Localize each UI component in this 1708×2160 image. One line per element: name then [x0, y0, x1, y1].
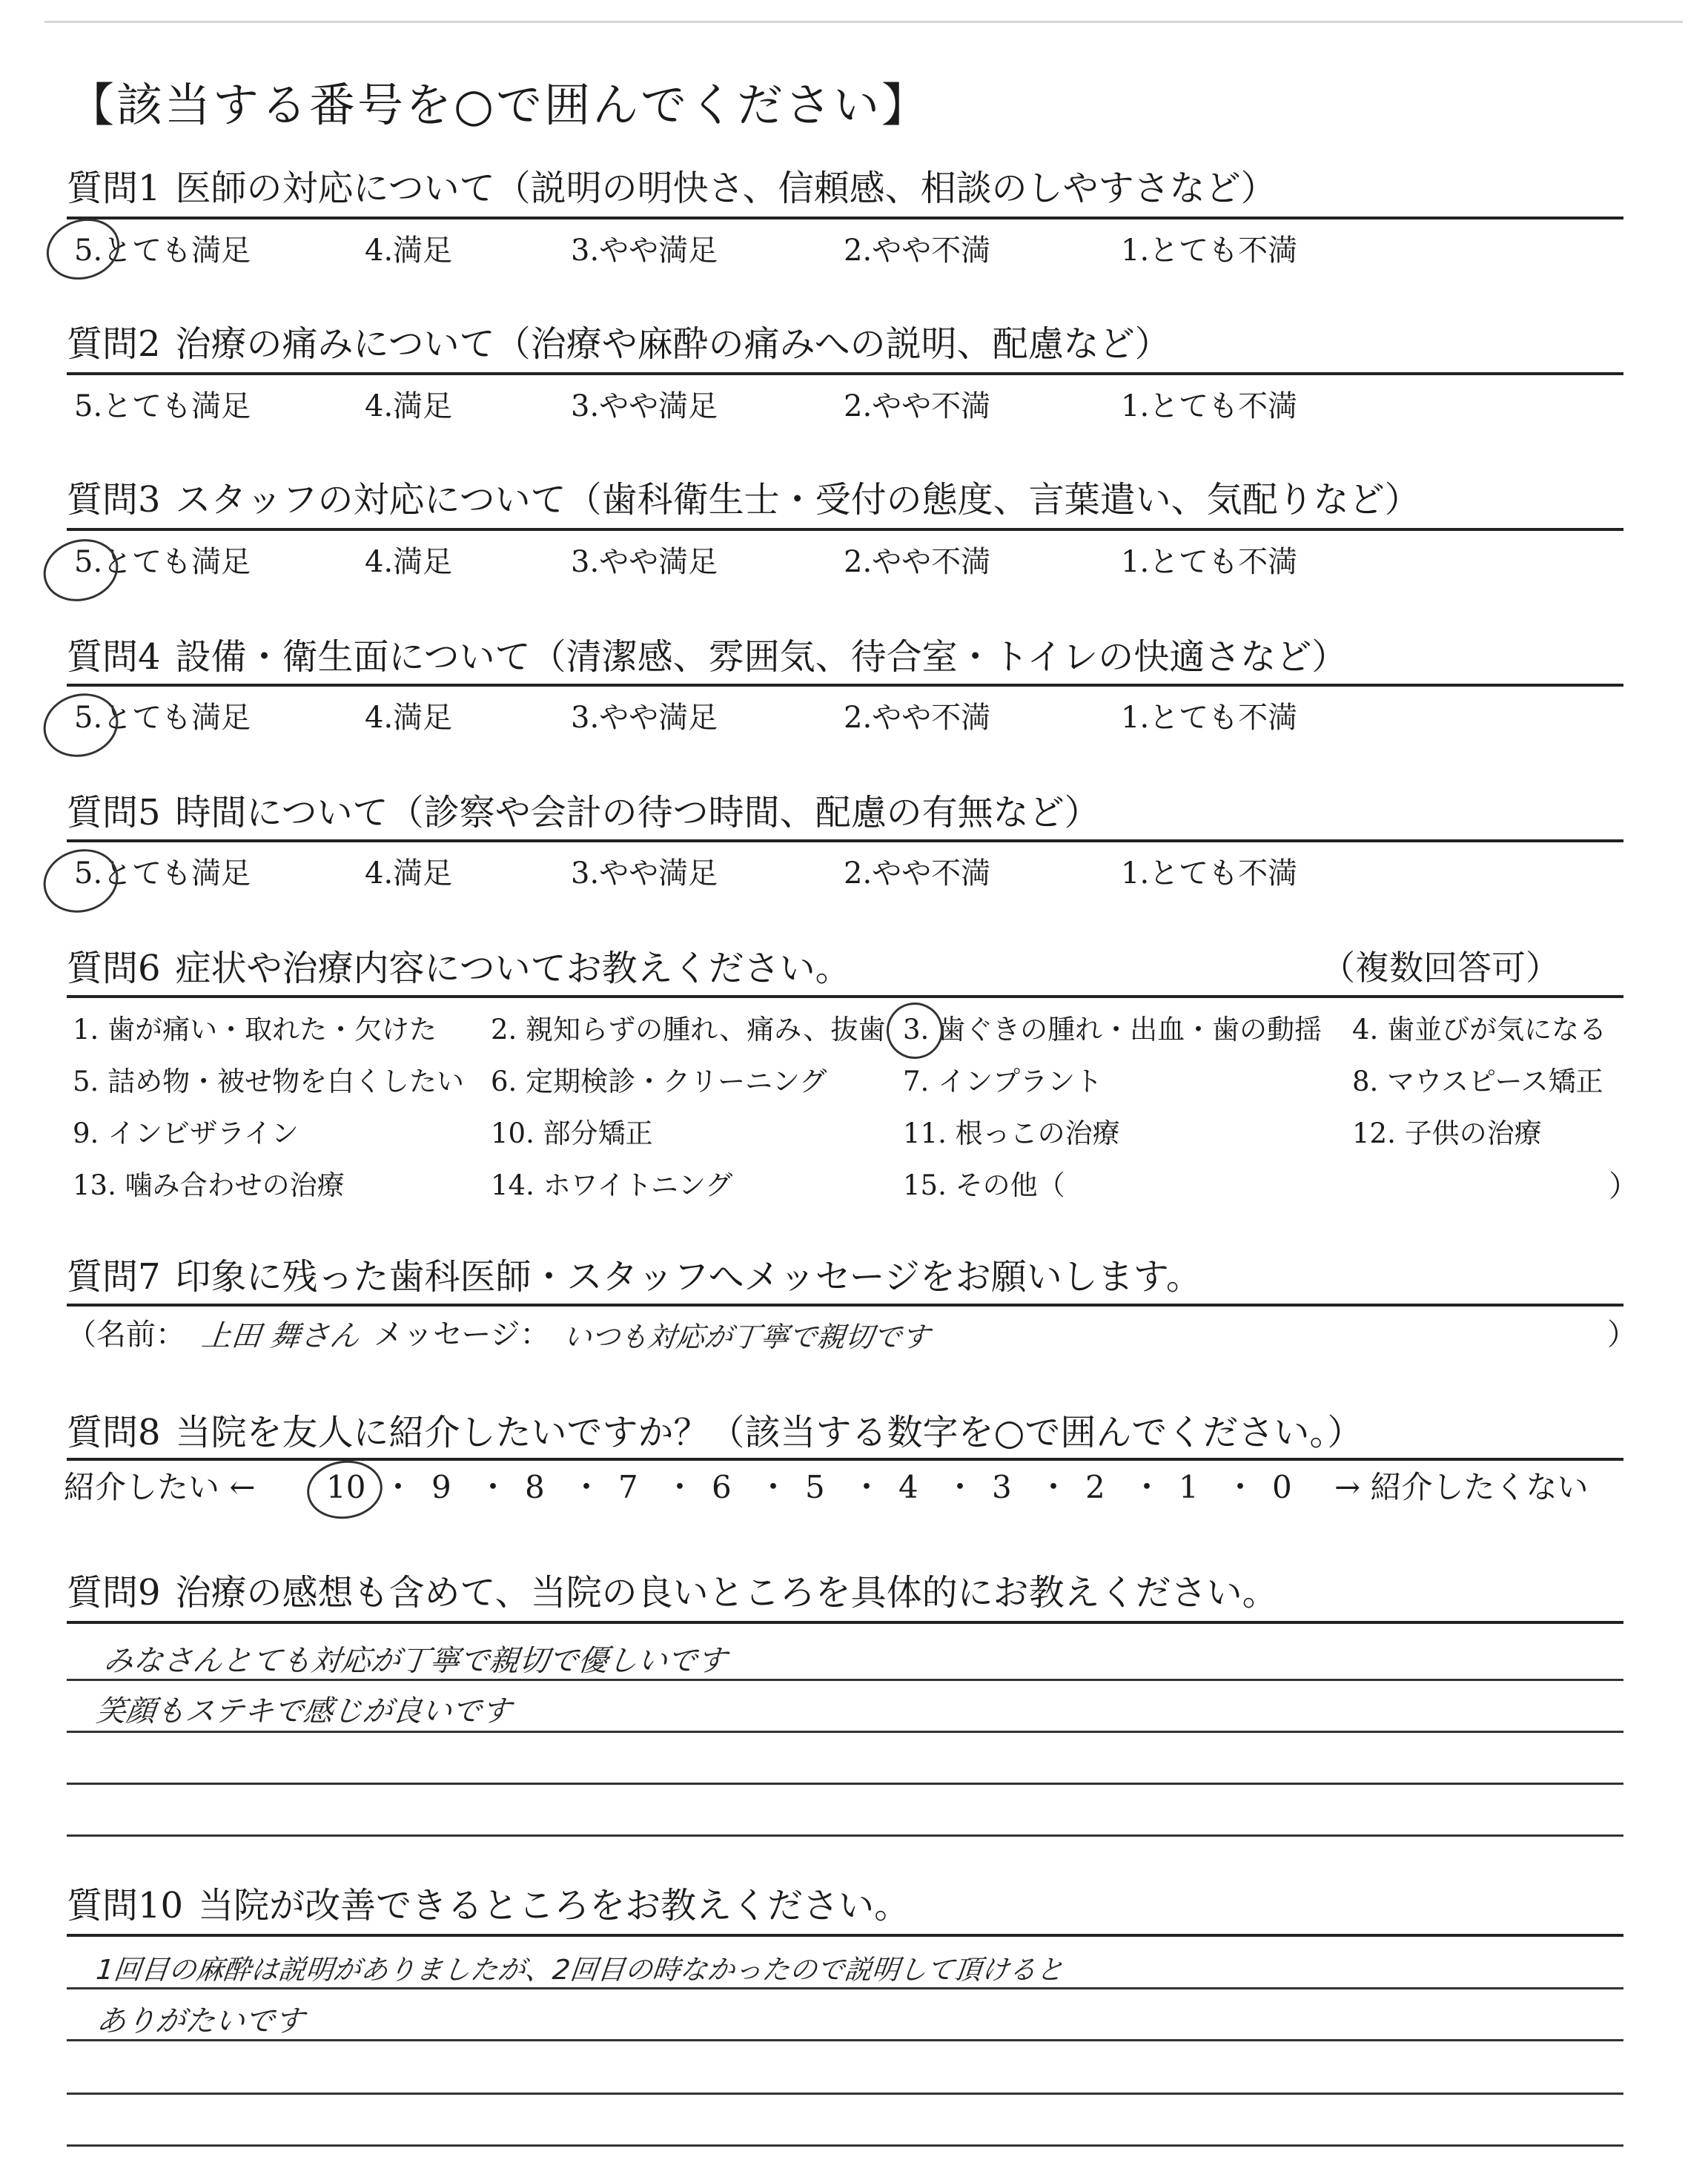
question-9-label: 質問9 — [67, 1572, 161, 1614]
q7-name-value[interactable]: 上田 舞さん — [199, 1319, 362, 1353]
question-3-text: スタッフの対応について（歯科衛生士・受付の態度、言葉遣い、気配りなど） — [175, 479, 1420, 521]
question-10-rule — [67, 1934, 1623, 1937]
question-2-text: 治療の痛みについて（治療や麻酔の痛みへの説明、配慮など） — [175, 323, 1171, 365]
question-6-note: （複数回答可） — [1321, 948, 1560, 988]
question-6-rule — [67, 995, 1623, 998]
q8-separator: ・ — [944, 1469, 976, 1505]
q8-separator: ・ — [477, 1469, 509, 1505]
question-2 — [67, 323, 1171, 365]
question-8-label: 質問8 — [67, 1412, 161, 1453]
q6-item-10[interactable]: 10. 部分矯正 — [491, 1117, 653, 1149]
q6-item-9[interactable]: 9. インビザライン — [73, 1117, 299, 1149]
q2-option-4[interactable]: 4.満足 — [365, 389, 453, 423]
question-9-text: 治療の感想も含めて、当院の良いところを具体的にお教えください。 — [175, 1572, 1278, 1614]
q8-scale-5[interactable]: 5 — [805, 1469, 825, 1505]
q8-separator: ・ — [664, 1469, 696, 1505]
q6-item-13[interactable]: 13. 噛み合わせの治療 — [73, 1169, 345, 1201]
q8-left-label: 紹介したい ← — [64, 1469, 256, 1505]
q4-selection-circle — [36, 685, 125, 766]
question-8-text: 当院を友人に紹介したいですか？（該当する数字を○で囲んでください。） — [175, 1412, 1363, 1453]
q2-option-1[interactable]: 1.とても不満 — [1121, 389, 1298, 423]
q6-item-2[interactable]: 2. 親知らずの腫れ、痛み、抜歯 — [491, 1014, 886, 1046]
q2-option-2[interactable]: 2.やや不満 — [844, 389, 991, 423]
q8-scale-6[interactable]: 6 — [712, 1469, 732, 1505]
q8-separator: ・ — [758, 1469, 790, 1505]
q8-right-label: → 紹介したくない — [1334, 1469, 1589, 1505]
question-4-text: 設備・衛生面について（清潔感、雰囲気、待合室・トイレの快適さなど） — [175, 636, 1348, 678]
q8-separator: ・ — [851, 1469, 883, 1505]
question-10-label: 質問10 — [67, 1885, 184, 1926]
q7-name-label: （名前： — [67, 1318, 185, 1352]
question-7-label: 質問7 — [67, 1256, 161, 1298]
q5-option-5[interactable]: 5.とても満足 — [74, 856, 251, 891]
q1-option-5[interactable]: 5.とても満足 — [74, 234, 251, 268]
question-6-label: 質問6 — [67, 948, 161, 989]
question-5-label: 質問5 — [67, 792, 161, 833]
q9-answer-rule — [67, 1783, 1623, 1785]
question-9 — [67, 1572, 1278, 1614]
question-1-text: 医師の対応について（説明の明快さ、信頼感、相談のしやすさなど） — [175, 168, 1277, 209]
q5-option-1[interactable]: 1.とても不満 — [1121, 856, 1298, 891]
question-10 — [67, 1885, 910, 1926]
q1-option-4[interactable]: 4.満足 — [365, 234, 453, 268]
question-10-text: 当院が改善できるところをお教えください。 — [198, 1885, 910, 1926]
q9-answer-rule — [67, 1679, 1623, 1681]
q8-separator: ・ — [1038, 1469, 1070, 1505]
q4-option-2[interactable]: 2.やや不満 — [844, 701, 991, 735]
q9-answer-rule — [67, 1731, 1623, 1733]
q4-option-1[interactable]: 1.とても不満 — [1121, 701, 1298, 735]
q2-option-5[interactable]: 5.とても満足 — [74, 389, 251, 423]
q1-selection-circle — [39, 210, 128, 289]
q8-scale-7[interactable]: 7 — [618, 1469, 638, 1505]
q5-option-4[interactable]: 4.満足 — [365, 856, 453, 891]
q8-scale-0[interactable]: 0 — [1272, 1469, 1292, 1505]
question-7-text: 印象に残った歯科医師・スタッフへメッセージをお願いします。 — [175, 1256, 1202, 1298]
q1-option-3[interactable]: 3.やや満足 — [571, 234, 718, 268]
q10-answer-rule — [67, 2144, 1623, 2147]
q6-item-5[interactable]: 5. 詰め物・被せ物を白くしたい — [73, 1066, 465, 1097]
q7-message-label: メッセージ： — [374, 1318, 550, 1352]
q3-option-2[interactable]: 2.やや不満 — [844, 545, 991, 579]
question-8-rule — [67, 1458, 1623, 1461]
q6-item-15[interactable]: 15. その他（ — [903, 1169, 1065, 1201]
question-3 — [67, 479, 1420, 521]
q3-option-3[interactable]: 3.やや満足 — [571, 545, 718, 579]
q1-option-2[interactable]: 2.やや不満 — [844, 234, 991, 268]
q6-item-4[interactable]: 4. 歯並びが気になる — [1352, 1014, 1607, 1046]
q7-close-paren: ） — [1607, 1318, 1637, 1352]
question-6 — [67, 948, 851, 989]
q10-answer-rule — [67, 2093, 1623, 2095]
q4-option-3[interactable]: 3.やや満足 — [571, 701, 718, 735]
instruction-heading: 【該当する番号を○で囲んでください】 — [68, 78, 930, 132]
question-2-rule — [67, 372, 1623, 375]
q3-selection-circle — [36, 531, 126, 610]
q8-separator: ・ — [1225, 1469, 1257, 1505]
q3-option-1[interactable]: 1.とても不満 — [1121, 545, 1298, 579]
q5-option-2[interactable]: 2.やや不満 — [844, 856, 991, 891]
question-9-rule — [67, 1621, 1623, 1624]
question-1-rule — [67, 217, 1623, 219]
question-7-rule — [67, 1304, 1623, 1307]
q5-option-3[interactable]: 3.やや満足 — [571, 856, 718, 891]
question-1-label: 質問1 — [67, 168, 161, 209]
q6-item-12[interactable]: 12. 子供の治療 — [1352, 1117, 1542, 1149]
question-4-rule — [67, 684, 1623, 687]
q1-option-1[interactable]: 1.とても不満 — [1121, 234, 1298, 268]
q6-item-6[interactable]: 6. 定期検診・クリーニング — [491, 1066, 827, 1097]
q10-answer-line-1[interactable]: 1回目の麻酔は説明がありましたが、2回目の時なかったので説明して頂けると — [94, 1954, 1066, 1986]
q9-answer-rule — [67, 1834, 1623, 1837]
q8-separator: ・ — [571, 1469, 603, 1505]
q5-selection-circle — [36, 841, 125, 922]
q3-option-4[interactable]: 4.満足 — [365, 545, 453, 579]
q8-selection-circle — [303, 1456, 386, 1523]
question-2-label: 質問2 — [67, 323, 161, 365]
question-6-text: 症状や治療内容についてお教えください。 — [175, 948, 851, 989]
q8-scale-8[interactable]: 8 — [525, 1469, 545, 1505]
q8-scale-4[interactable]: 4 — [898, 1469, 918, 1505]
question-4 — [67, 636, 1348, 678]
q6-item-1[interactable]: 1. 歯が痛い・取れた・欠けた — [73, 1014, 437, 1046]
q7-message-value[interactable]: いつも対応が丁寧で親切です — [561, 1321, 932, 1353]
question-3-label: 質問3 — [67, 479, 161, 521]
q9-answer-line-1[interactable]: みなさんとても対応が丁寧で親切で優しいです — [102, 1644, 729, 1678]
q6-item-3[interactable]: 3. 歯ぐきの腫れ・出血・歯の動揺 — [903, 1014, 1323, 1046]
q8-separator: ・ — [383, 1469, 414, 1505]
q9-answer-line-2[interactable]: 笑顔もステキで感じが良いです — [94, 1694, 513, 1728]
q3-option-5[interactable]: 5.とても満足 — [74, 545, 251, 579]
q4-option-4[interactable]: 4.満足 — [365, 701, 453, 735]
page-top-line — [44, 21, 1683, 23]
question-7 — [67, 1256, 1202, 1298]
q8-scale-1[interactable]: 1 — [1179, 1469, 1199, 1505]
q10-answer-line-2[interactable]: ありがたいです — [94, 2004, 306, 2038]
q6-selection-circle — [882, 998, 947, 1063]
question-3-rule — [67, 528, 1623, 531]
q8-separator: ・ — [1131, 1469, 1163, 1505]
q4-option-5[interactable]: 5.とても満足 — [74, 701, 251, 735]
question-4-label: 質問4 — [67, 636, 161, 678]
q6-item-14[interactable]: 14. ホワイトニング — [491, 1169, 733, 1201]
q8-scale-9[interactable]: 9 — [431, 1469, 451, 1505]
q10-answer-rule — [67, 2039, 1623, 2041]
q6-other-close-paren: ） — [1609, 1169, 1638, 1203]
question-5-text: 時間について（診察や会計の待つ時間、配慮の有無など） — [175, 792, 1100, 833]
q6-item-7[interactable]: 7. インプラント — [903, 1066, 1103, 1097]
q8-scale-10[interactable]: 10 — [326, 1469, 366, 1505]
question-8 — [67, 1412, 1363, 1453]
question-1 — [67, 168, 1277, 209]
q6-item-8[interactable]: 8. マウスピース矯正 — [1352, 1066, 1603, 1097]
q8-scale-3[interactable]: 3 — [992, 1469, 1012, 1505]
q8-scale-2[interactable]: 2 — [1085, 1469, 1105, 1505]
question-5-rule — [67, 839, 1623, 842]
q10-answer-rule — [67, 1987, 1623, 1989]
q2-option-3[interactable]: 3.やや満足 — [571, 389, 718, 423]
question-5 — [67, 792, 1100, 833]
q6-item-11[interactable]: 11. 根っこの治療 — [903, 1117, 1120, 1149]
